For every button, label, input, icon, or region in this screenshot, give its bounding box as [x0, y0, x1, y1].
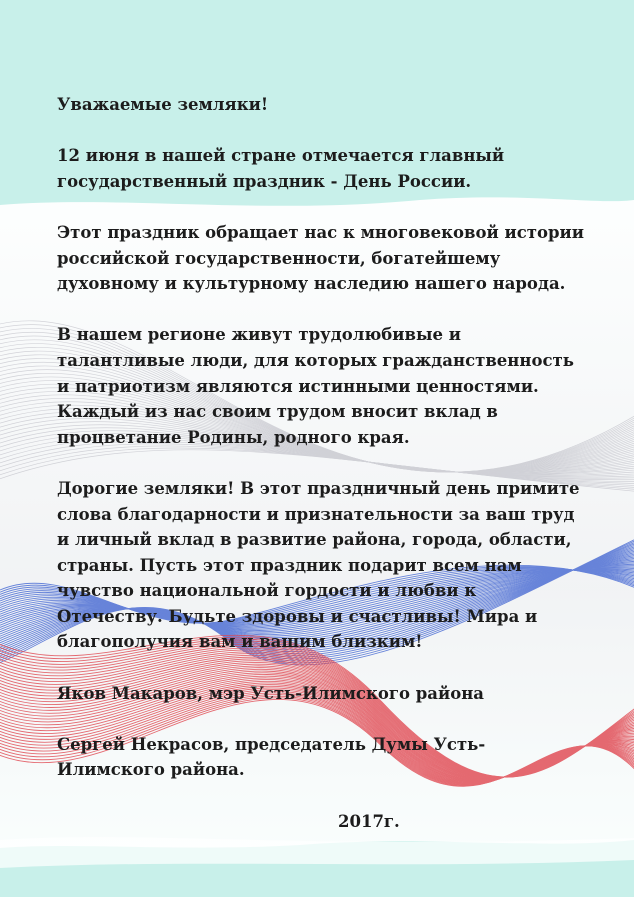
- paragraph-2: Этот праздник обращает нас к многовековой истории российской государственности, богатейшему духовному и культурному наследию нашего народа.: [57, 222, 584, 294]
- paragraph-3: В нашем регионе живут трудолюбивые и талантливые люди, для которых гражданственность и патриотизм являются истинными ценностями. Каждый из нас своим трудом вносит вклад в процветание Родины, родного края.: [57, 325, 574, 447]
- signature-chairman: Сергей Некрасов, председатель Думы Усть-Илимского района.: [57, 734, 486, 780]
- signature-mayor: Яков Макаров, мэр Усть-Илимского района: [57, 683, 484, 703]
- greeting: Уважаемые земляки!: [57, 95, 269, 114]
- year: 2017г.: [338, 811, 400, 831]
- paragraph-4: Дорогие земляки! В этот праздничный день примите слова благодарности и признательности за ваш труд и личный вклад в развитие района, города, области, страны. Пусть этот праздник подарит всем нам чувство национальной гордости и любви к Отечеству. Будьте здоровы и счастливы! Мира и благополучия вам и вашим близким!: [57, 478, 580, 652]
- paragraph-1: 12 июня в нашей стране отмечается главный государственный праздник - День России.: [57, 146, 505, 191]
- letter-text: [57, 92, 587, 834]
